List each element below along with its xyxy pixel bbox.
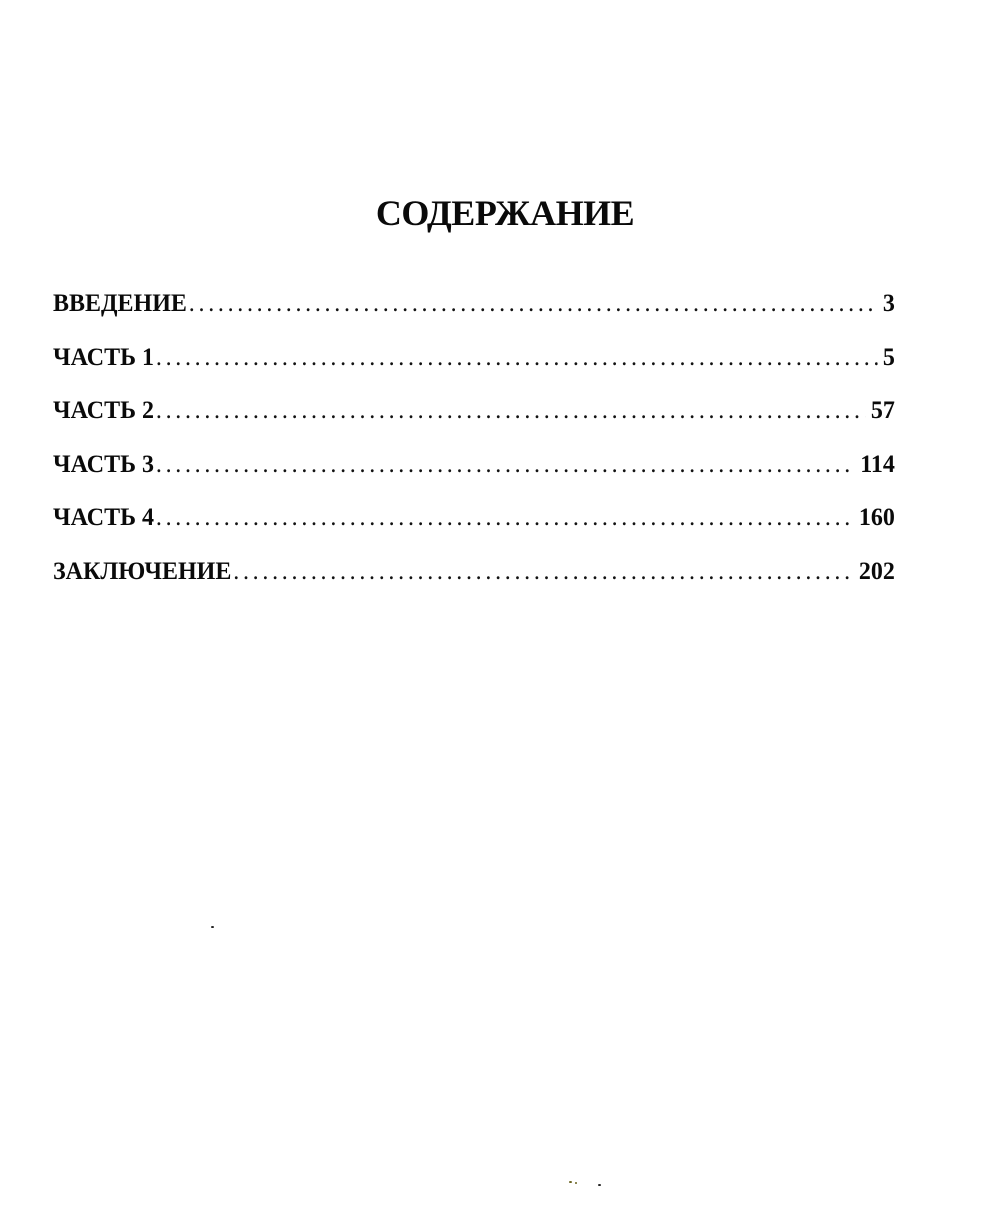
scan-speck [569,1181,572,1183]
toc-entry-part-2 [53,397,895,451]
toc-entry-label: ЧАСТЬ 3 [53,450,154,478]
toc-entry-part-1 [53,344,895,398]
dot-leader [156,451,855,479]
table-of-contents [53,290,895,611]
toc-entry-page-number: 3 [882,290,895,317]
toc-entry-label: ЗАКЛЮЧЕНИЕ [53,557,232,585]
toc-entry-conclusion [53,558,895,612]
toc-entry-label: ЧАСТЬ 2 [53,397,154,424]
scan-speck [211,926,214,928]
toc-entry-page-number: 114 [860,450,895,478]
toc-entry-page-number: 57 [870,397,895,424]
dot-leader [156,504,853,532]
toc-entry-page-number: 5 [882,343,895,371]
toc-entry-page-number: 160 [858,504,895,531]
toc-entry-introduction [53,290,895,344]
toc-entry-page-number: 202 [858,557,895,585]
toc-entry-label: ЧАСТЬ 1 [53,343,154,371]
toc-entry-label: ЧАСТЬ 4 [53,504,154,531]
dot-leader [189,290,877,318]
dot-leader [156,344,877,372]
scan-speck [575,1182,577,1184]
toc-entry-part-3 [53,451,895,505]
dot-leader [156,397,865,425]
dot-leader [233,558,853,586]
scan-speck [598,1184,601,1186]
page-title: СОДЕРЖАНИЕ [375,193,635,233]
toc-entry-part-4 [53,504,895,558]
toc-entry-label: ВВЕДЕНИЕ [53,290,187,317]
